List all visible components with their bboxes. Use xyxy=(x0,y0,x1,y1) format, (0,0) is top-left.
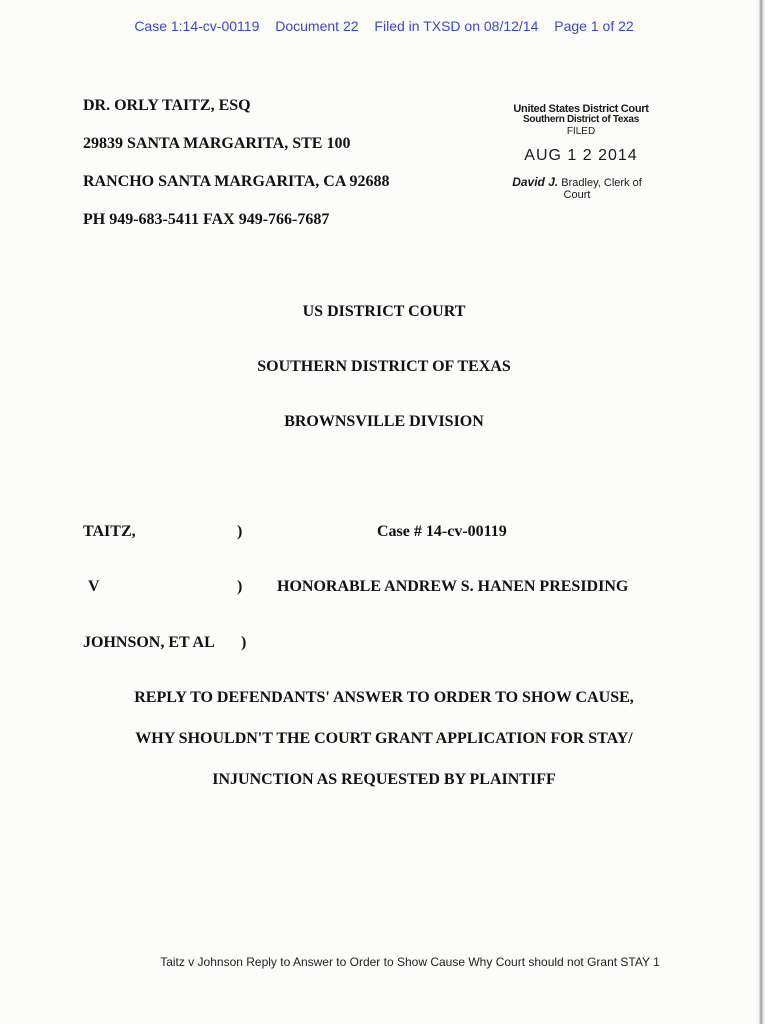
caption-plaintiff: TAITZ, xyxy=(83,523,136,540)
caption-case-number: Case # 14-cv-00119 xyxy=(377,523,507,540)
caption-judge: HONORABLE ANDREW S. HANEN PRESIDING xyxy=(277,578,629,595)
header-case-number: Case 1:14-cv-00119 xyxy=(134,18,260,34)
caption-paren: ) xyxy=(241,634,247,651)
document-title-line1: REPLY TO DEFENDANTS' ANSWER TO ORDER TO SHOW CAUSE, xyxy=(134,689,634,706)
caption-paren: ) xyxy=(237,578,243,595)
header-page-count: Page 1 of 22 xyxy=(554,18,634,34)
stamp-district-name: Southern District of Texas xyxy=(523,114,639,125)
page-footer: Taitz v Johnson Reply to Answer to Order to Show Cause Why Court should not Grant STAY 1 xyxy=(160,955,660,969)
filing-header xyxy=(0,18,768,34)
caption-versus: V xyxy=(88,578,100,595)
stamp-clerk xyxy=(498,175,656,201)
court-name: US DISTRICT COURT xyxy=(302,303,466,320)
court-division: BROWNSVILLE DIVISION xyxy=(284,413,484,430)
scanned-page-edge xyxy=(754,0,768,1024)
stamp-date: AUG 1 2 2014 xyxy=(524,147,638,164)
caption-defendant: JOHNSON, ET AL xyxy=(83,634,215,651)
attorney-name: DR. ORLY TAITZ, ESQ xyxy=(83,97,251,114)
attorney-phone-fax: PH 949-683-5411 FAX 949-766-7687 xyxy=(83,211,330,228)
court-filed-stamp xyxy=(506,104,656,201)
caption-paren: ) xyxy=(237,523,243,540)
header-filed-date: Filed in TXSD on 08/12/14 xyxy=(374,18,539,34)
stamp-filed-label: FILED xyxy=(566,126,596,137)
attorney-address-line2: RANCHO SANTA MARGARITA, CA 92688 xyxy=(83,173,390,190)
stamp-clerk-signature: David J. xyxy=(512,175,559,189)
court-district: SOUTHERN DISTRICT OF TEXAS xyxy=(257,358,511,375)
header-document-number: Document 22 xyxy=(275,18,359,34)
attorney-address-line1: 29839 SANTA MARGARITA, STE 100 xyxy=(83,135,351,152)
stamp-court-name: United States District Court xyxy=(513,103,649,115)
stamp-clerk-title: Bradley, Clerk of Court xyxy=(561,177,642,201)
document-title-line3: INJUNCTION AS REQUESTED BY PLAINTIFF xyxy=(212,771,556,788)
document-title-line2: WHY SHOULDN'T THE COURT GRANT APPLICATION FOR STAY/ xyxy=(135,730,633,747)
